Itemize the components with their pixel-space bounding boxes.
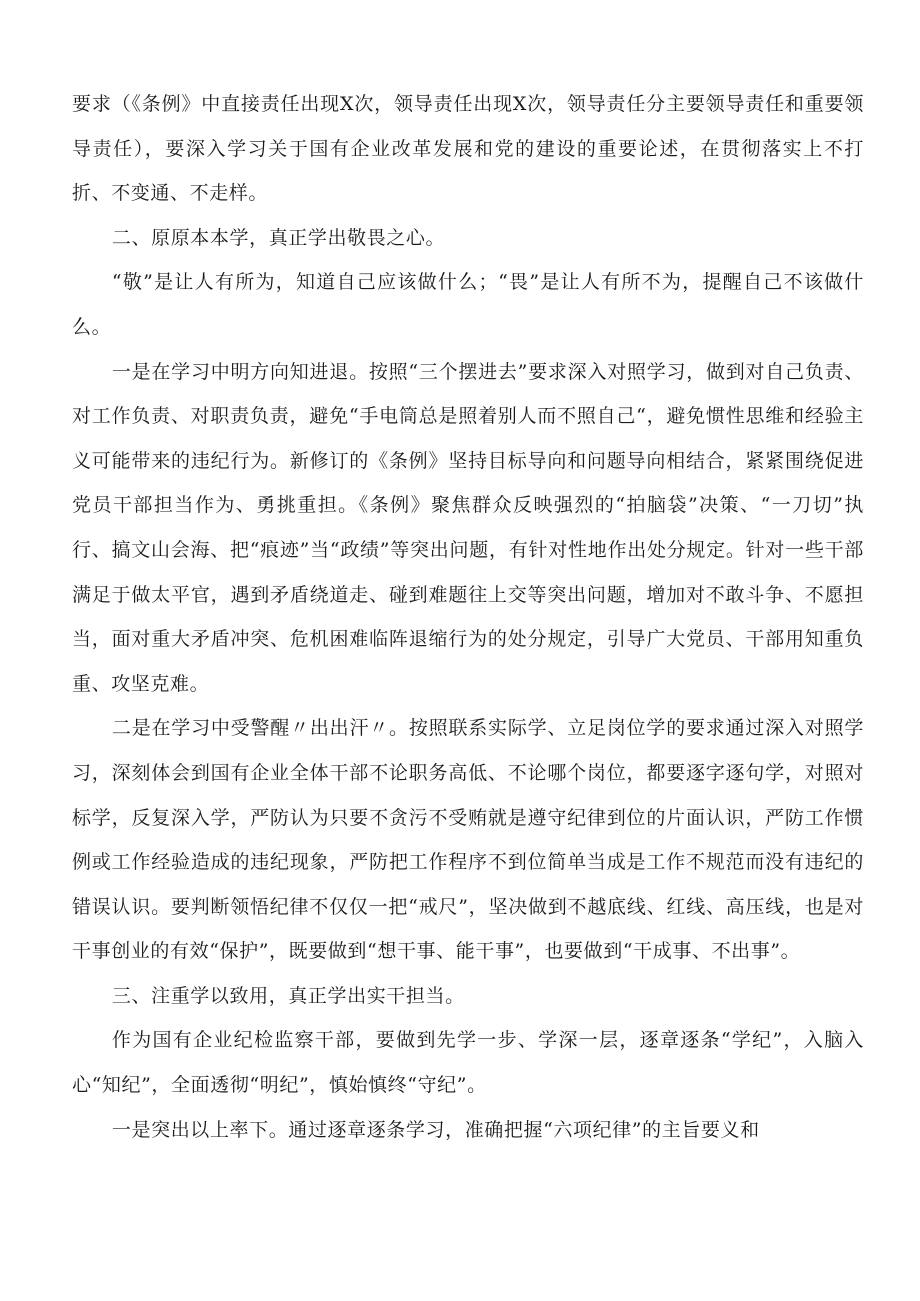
paragraph-discipline-cadre: 作为国有企业纪检监察干部，要做到先学一步、学深一层，逐章逐条“学纪”，入脑入心“知纪”，全面透彻“明纪”，慎始慎终“守纪”。 [72,1029,864,1097]
document-body [72,82,864,1152]
section-heading-three: 三、注重学以致用，真正学出实干担当。 [111,984,465,1007]
paragraph-continuation: 要求（《条例》中直接责任出现X次，领导责任出现X次，领导责任分主要领导责任和重要领导责任），要深入学习关于国有企业改革发展和党的建设的重要论述，在贯彻落实上不打折、不变通、不走样。 [72,93,864,205]
paragraph-direction: 一是在学习中明方向知进退。按照“三个摆进去”要求深入对照学习，做到对自己负责、对工作负责、对职责负责，避免“手电筒总是照着别人而不照自己“，避免惯性思维和经验主义可能带来的违纪行为。新修订的《条例》坚持目标导向和问题导向相结合，紧紧围绕促进党员干部担当作为、勇挑重担。《条例》聚焦群众反映强烈的“拍脑袋”决策、“一刀切”执行、搞文山会海、把“痕迹”当“政绩”等突出问题，有针对性地作出处分规定。针对一些干部满足于做太平官，遇到矛盾绕道走、碰到难题往上交等突出问题，增加对不敢斗争、不愿担当，面对重大矛盾冲突、危机困难临阵退缩行为的处分规定，引导广大党员、干部用知重负重、攻坚克难。 [72,360,864,695]
paragraph-lead-by-example: 一是突出以上率下。通过逐章逐条学习，准确把握“六项纪律”的主旨要义和 [111,1118,760,1141]
section-heading-two: 二、原原本本学，真正学出敬畏之心。 [111,226,446,249]
paragraph-warning: 二是在学习中受警醒〃出出汗〃。按照联系实际学、立足岗位学的要求通过深入对照学习，深刻体会到国有企业全体干部不论职务高低、不论哪个岗位，都要逐字逐句学，对照对标学，反复深入学，严防认为只要不贪污不受贿就是遵守纪律到位的片面认识，严防工作惯例或工作经验造成的违纪现象，严防把工作程序不到位简单当成是工作不规范而没有违纪的错误认识。要判断领悟纪律不仅仅一把“戒尺”，坚决做到不越底线、红线、高压线，也是对干事创业的有效“保护”，既要做到“想干事、能干事”，也要做到“干成事、不出事”。 [72,717,864,963]
paragraph-respect-awe: “敬”是让人有所为，知道自己应该做什么；“畏”是让人有所不为，提醒自己不该做什么。 [72,271,864,338]
